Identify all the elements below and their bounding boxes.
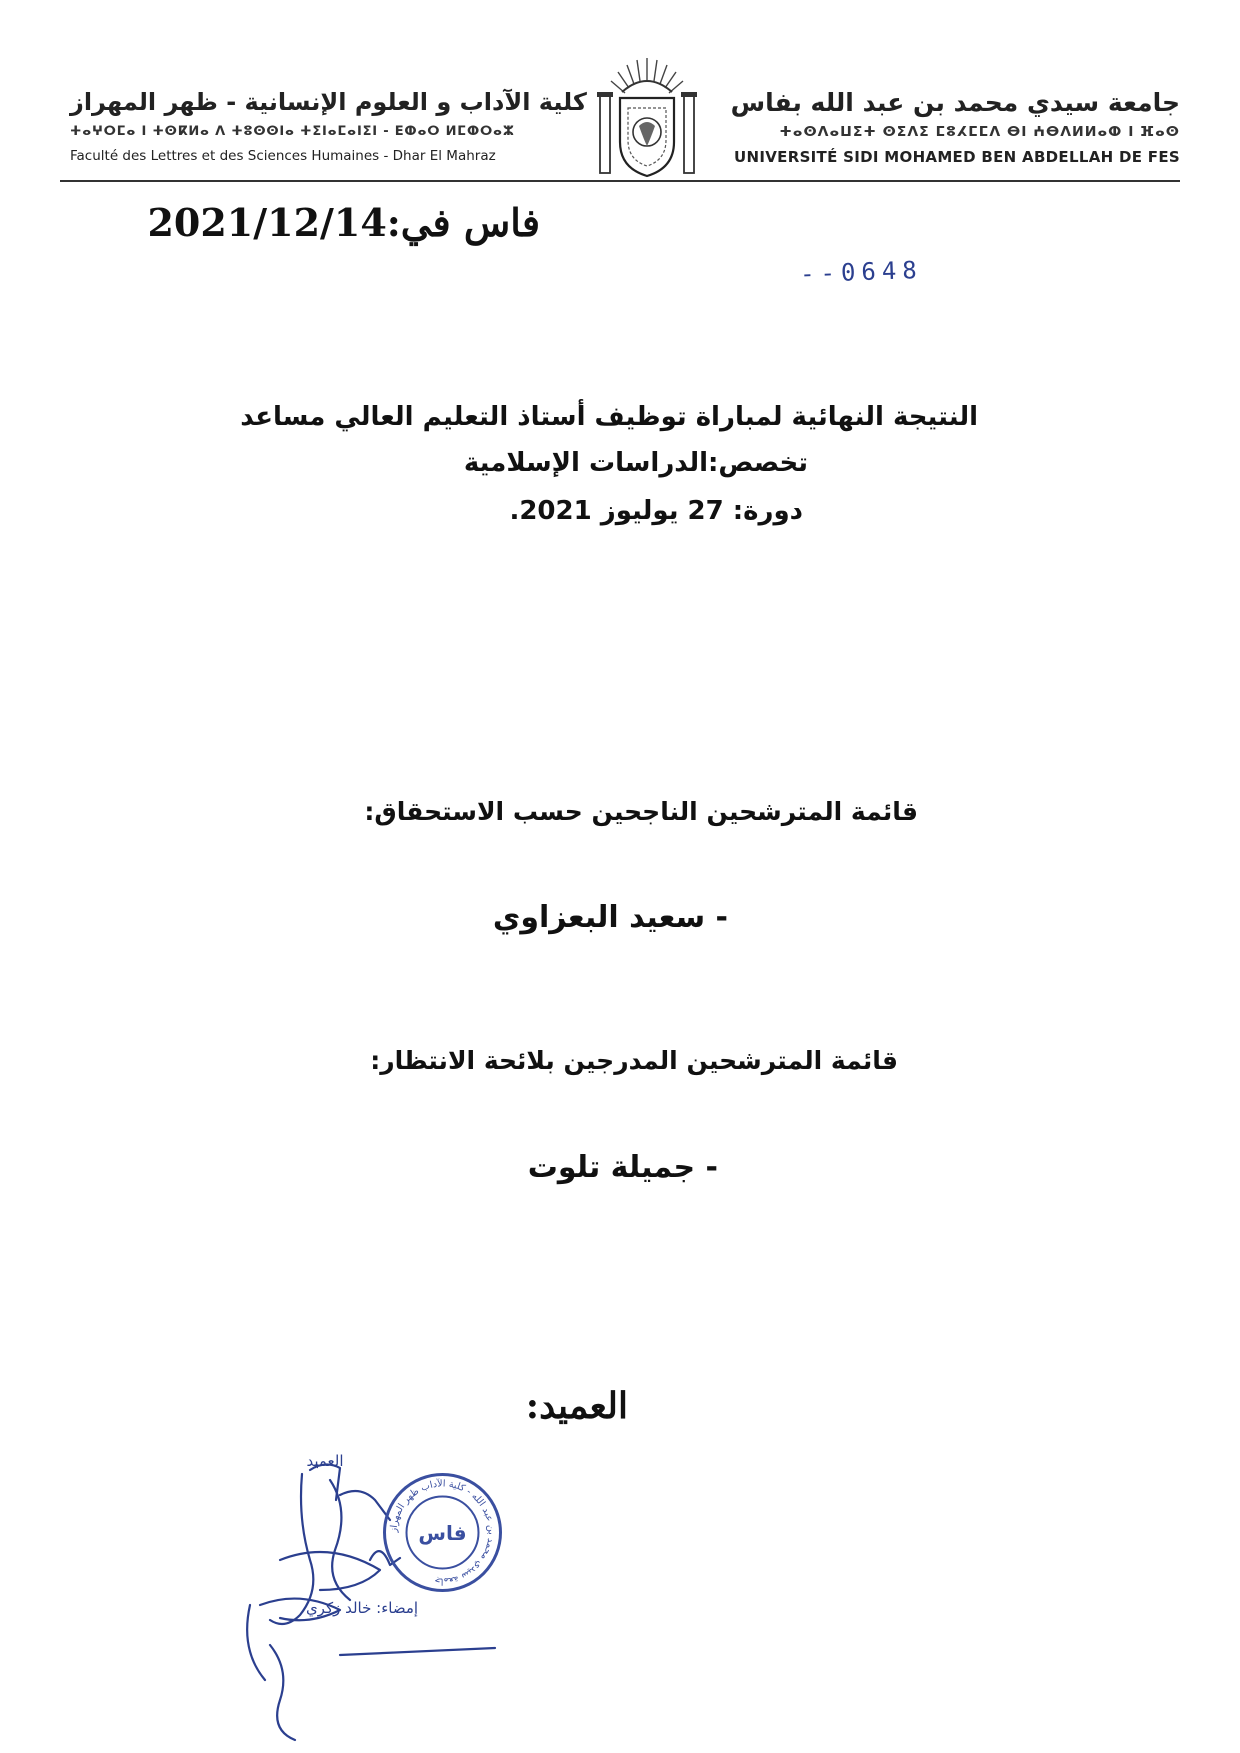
reference-number: --0648 [799, 255, 924, 289]
svg-text:فاس: فاس [418, 1521, 467, 1545]
university-name-french: UNIVERSITÉ SIDI MOHAMED BEN ABDELLAH DE FES [734, 148, 1180, 166]
faculty-name-arabic: كلية الآداب و العلوم الإنسانية - ظهر المهراز [70, 88, 587, 116]
waitlist-heading: قائمة المترشحين المدرجين بلائحة الانتظار: [370, 1046, 898, 1075]
university-crest-icon [592, 50, 702, 180]
university-name-arabic: جامعة سيدي محمد بن عبد الله بفاس [730, 88, 1180, 117]
svg-text:جامعة سيدي محمد بن عبد الله -: جامعة سيدي محمد بن عبد الله - كلية الآداب ظهر المهراز [388, 1478, 497, 1587]
date-line: فاس في:2021/12/14 [147, 200, 540, 245]
faculty-name-tifinagh: ⵜⴰⵖⵔⵎⴰ ⵏ ⵜⵙⴽⵍⴰ ⴷ ⵜⵓⵙⵙⵏⴰ ⵜⵉⵏⴰⵎⴰⵏⵉⵏ - ⴹⵀⴰⵔ ⵍⵎⵀⵔⴰⵣ [70, 124, 515, 139]
dean-label: العميد: [525, 1385, 628, 1427]
specialty-line: تخصص:الدراسات الإسلامية [463, 448, 808, 478]
waitlist-candidate: - جميلة تلوت [527, 1150, 718, 1185]
faculty-name-french: Faculté des Lettres et des Sciences Humaines - Dhar El Mahraz [70, 148, 496, 164]
svg-text:العميد: العميد [306, 1452, 344, 1470]
university-name-tifinagh: ⵜⴰⵙⴷⴰⵡⵉⵜ ⵙⵉⴷⵉ ⵎⵓⵃⵎⵎⴷ ⴱⵏ ⵄⴱⴷⵍⵍⴰⵀ ⵏ ⴼⴰⵙ [779, 124, 1180, 140]
header-divider [60, 180, 1180, 182]
admitted-candidate: - سعيد البعزاوي [492, 900, 728, 935]
svg-text:إمضاء: خالد زكري: إمضاء: خالد زكري [305, 1599, 419, 1617]
official-stamp-icon [380, 1470, 505, 1595]
admitted-heading: قائمة المترشحين الناجحين حسب الاستحقاق: [364, 797, 918, 826]
result-title: النتيجة النهائية لمباراة توظيف أستاذ التعليم العالي مساعد [240, 402, 978, 432]
session-line: دورة: 27 يوليوز 2021. [509, 496, 803, 526]
